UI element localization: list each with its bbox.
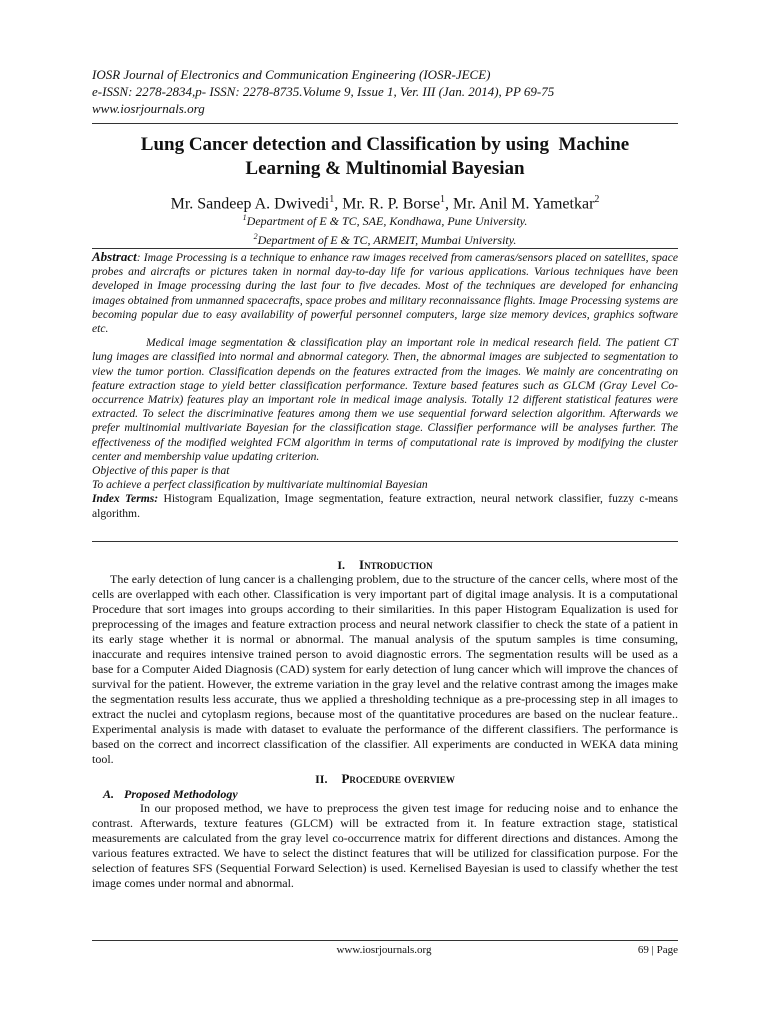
- journal-name: IOSR Journal of Electronics and Communication Engineering (IOSR-JECE): [92, 67, 491, 82]
- author-3: , Mr. Anil M. Yametkar: [445, 195, 595, 213]
- section-2-heading: [92, 771, 678, 787]
- abstract-label: Abstract: [92, 249, 137, 264]
- subsection-a-title: Proposed Methodology: [124, 787, 238, 801]
- paper-title: [92, 133, 678, 181]
- author-1-affil-mark: 1: [329, 194, 335, 205]
- footer-divider: [92, 940, 678, 941]
- abstract-para-1: Abstract: Image Processing is a technique to enhance raw images received from cameras/sensors placed on satellites, space probes and aircrafts or pictures taken in normal day-to-day life for various applications. Various techniques have been developed in Image processing during the last four to five decades. Most of the techniques are developed for enhancing images obtained from unmanned spacecrafts, space probes and military reconnaissance flights. Image Processing systems are becoming popular due to easy availability of powerful personnel computers, large size memory devices, graphics software etc.: [92, 249, 678, 336]
- section-1-body: [92, 572, 678, 767]
- footer-site[interactable]: www.iosrjournals.org: [336, 944, 432, 956]
- affiliation-1: $^1$Department of E & TC, SAE, Kondhawa, Pune University.: [242, 213, 528, 228]
- header-divider: [92, 123, 678, 124]
- affiliations: [92, 210, 678, 248]
- author-2: , Mr. R. P. Borse: [334, 195, 441, 213]
- subsection-a-heading: [103, 787, 238, 802]
- abstract: [92, 250, 678, 521]
- abstract-objective: Objective of this paper is that: [92, 464, 230, 478]
- abstract-bullet: To achieve a perfect classification by multivariate multinomial Bayesian: [92, 478, 428, 492]
- section-1-paragraph: The early detection of lung cancer is a challenging problem, due to the structure of the cancer cells, where most of the cells are overlapped with each other. Classification is very important part of digital image analysis. It is a computational Procedure that sort images into groups according to their similarities. In this paper Histogram Equalization is used for preprocessing of the images and feature extraction process and neural network classifier to check the state of a patient in its early stage whether it is normal or abnormal. The manual analysis of the sputum samples is time consuming, inaccurate and requires intensive trained person to avoid diagnostic errors. The segmentation results will be used as a base for a Computer Aided Diagnosis (CAD) system for early detection of lung cancer which will improve the chances of survival for the patient. However, the extreme variation in the gray level and the relative contrast among the images make the segmentation results less accurate, thus we applied a thresholding technique as a pre-processing step in all images to extract the nuclei and cytoplasm regions, because most of the quantitative procedures are based on the nuclear feature.. Experimental analysis is made with dataset to evaluate the performance of the different classifiers. The performance is based on the correct and incorrect classification of the classifier. All experiments are conducted in WEKA data mining tool.: [92, 572, 678, 766]
- affiliation-2: $^2$Department of E & TC, ARMEIT, Mumbai University.: [253, 232, 517, 247]
- section-1-heading: [92, 557, 678, 573]
- footer-page-number: 69 | Page: [637, 944, 678, 956]
- title-line-2: Learning & Multinomial Bayesian: [245, 158, 525, 179]
- author-2-affil-mark: 1: [440, 194, 446, 205]
- index-terms-text: Histogram Equalization, Image segmentation, feature extraction, neural network classifier, fuzzy c-means algorithm.: [92, 492, 678, 520]
- journal-header: [92, 66, 692, 117]
- section-1-title: Introduction: [359, 557, 433, 572]
- index-terms: [92, 492, 678, 520]
- subsection-a-letter: A.: [103, 787, 115, 801]
- author-1: Mr. Sandeep A. Dwivedi: [170, 195, 330, 213]
- abstract-para-2: Medical image segmentation & classification play an important role in medical research field. The patient CT lung images are classified into normal and abnormal category. Then, the abnormal images are subjected to segmentation to view the tumor portion. Classification depends on the features extracted from the images. We mainly are concentrating on feature extraction stage to yield better classification performance. Texture based features such as GLCM (Gray Level Co-occurrence Matrix) features play an important role in medical image analysis. Totally 12 different statistical features were extracted. To select the discriminative features among them we use sequential forward selection algorithm. Afterwards we prefer multinomial multivariate Bayesian for the classification stage. Classifier performance will be analyses further. The effectiveness of the modified weighted FCM algorithm in terms of computational rate is improved by modifying the cluster center and membership value updating criterion.: [92, 336, 678, 463]
- section-2-paragraph: In our proposed method, we have to preprocess the given test image for reducing noise and to enhance the contrast. Afterwards, texture features (GLCM) will be extracted from it. In feature extraction stage, statistical measurements are calculated from the gray level co-occurrence matrix for different directions and distances. Among the various features extracted. We have to select the distinct features that will be utilized for classification purpose. For the selection of features SFS (Sequential Forward Selection) is used. Kernelised Bayesian is used to classify whether the test image comes under normal and abnormal.: [92, 801, 678, 890]
- section-2-body: [92, 801, 678, 891]
- title-line-1: Lung Cancer detection and Classification by using Machine: [140, 134, 630, 155]
- section-1-number: I.: [337, 558, 346, 572]
- author-3-affil-mark: 2: [594, 194, 600, 205]
- journal-site[interactable]: www.iosrjournals.org: [92, 101, 205, 116]
- section-2-title: Procedure overview: [341, 771, 455, 786]
- journal-issn: e-ISSN: 2278-2834,p- ISSN: 2278-8735.Volume 9, Issue 1, Ver. III (Jan. 2014), PP 69-75: [92, 84, 555, 99]
- section-2-number: II.: [315, 772, 328, 786]
- index-terms-label: Index Terms:: [92, 492, 159, 506]
